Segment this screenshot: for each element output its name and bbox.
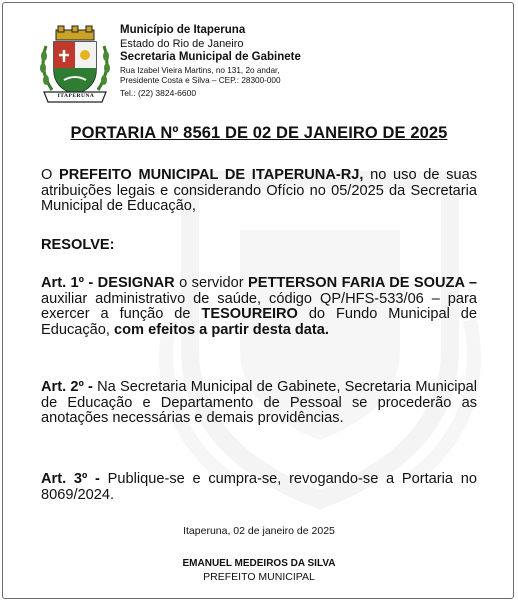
article-3-head: Art. 3º - <box>41 471 100 487</box>
article-2 <box>41 380 477 427</box>
article-1-effect: com efeitos a partir desta data. <box>114 321 329 338</box>
article-1-text-1: o servidor <box>174 275 248 291</box>
article-3-text: Publique-se e cumpra-se, revogando-se a Portaria no 8069/2024. <box>41 471 477 503</box>
article-1-text-2: auxiliar administrativo de saúde, código QP/HFS-533/06 – para exercer a função de <box>41 290 477 323</box>
secretariat-name: Secretaria Municipal de Gabinete <box>120 50 301 63</box>
municipality-name: Município de Itaperuna <box>120 24 246 36</box>
article-3 <box>41 472 477 503</box>
signatory-role: PREFEITO MUNICIPAL <box>203 571 315 583</box>
article-1-head: Art. 1º - DESIGNAR <box>41 275 175 291</box>
address-line-1: Rua Izabel Vieira Martins, no 131, 2o andar, <box>120 66 280 75</box>
signatory-name: EMANUEL MEDEIROS DA SILVA <box>182 558 336 569</box>
article-2-head: Art. 2º - <box>41 379 93 395</box>
crest-ribbon-label: ITAPERUNA <box>57 93 95 99</box>
letterhead-text <box>120 25 301 98</box>
intro-authority: PREFEITO MUNICIPAL DE ITAPERUNA-RJ, <box>59 167 364 183</box>
ordinance-title: PORTARIA Nº 8561 DE 02 DE JANEIRO DE 2025 <box>70 124 448 142</box>
itaperuna-coat-of-arms-icon <box>36 24 114 104</box>
intro-pre: O <box>41 167 60 183</box>
article-1-text-3: do Fundo Municipal de Educação, <box>41 306 477 338</box>
intro-rest: no uso de suas atribuições legais e considerando Ofício no 05/2025 da Secretaria Municipal de Educação, <box>41 167 478 215</box>
resolve-heading: RESOLVE: <box>41 237 115 253</box>
article-1 <box>41 276 477 338</box>
phone-number: Tel.: (22) 3824-6600 <box>120 88 197 98</box>
article-2-text: Na Secretaria Municipal de Gabinete, Secretaria Municipal de Educação e Departamento de Pessoal se procederão as anotações necessárias e demais providências. <box>41 379 477 427</box>
appointee-name: PETTERSON FARIA DE SOUZA – <box>247 275 477 291</box>
appointed-role: TESOUREIRO <box>201 306 298 323</box>
letterhead <box>36 24 496 104</box>
state-name: Estado do Rio de Janeiro <box>120 37 244 50</box>
address-line-2: Presidente Costa e Silva – CEP.: 28300-000 <box>120 76 281 85</box>
issue-date: Itaperuna, 02 de janeiro de 2025 <box>183 525 335 537</box>
intro-paragraph <box>41 168 477 215</box>
